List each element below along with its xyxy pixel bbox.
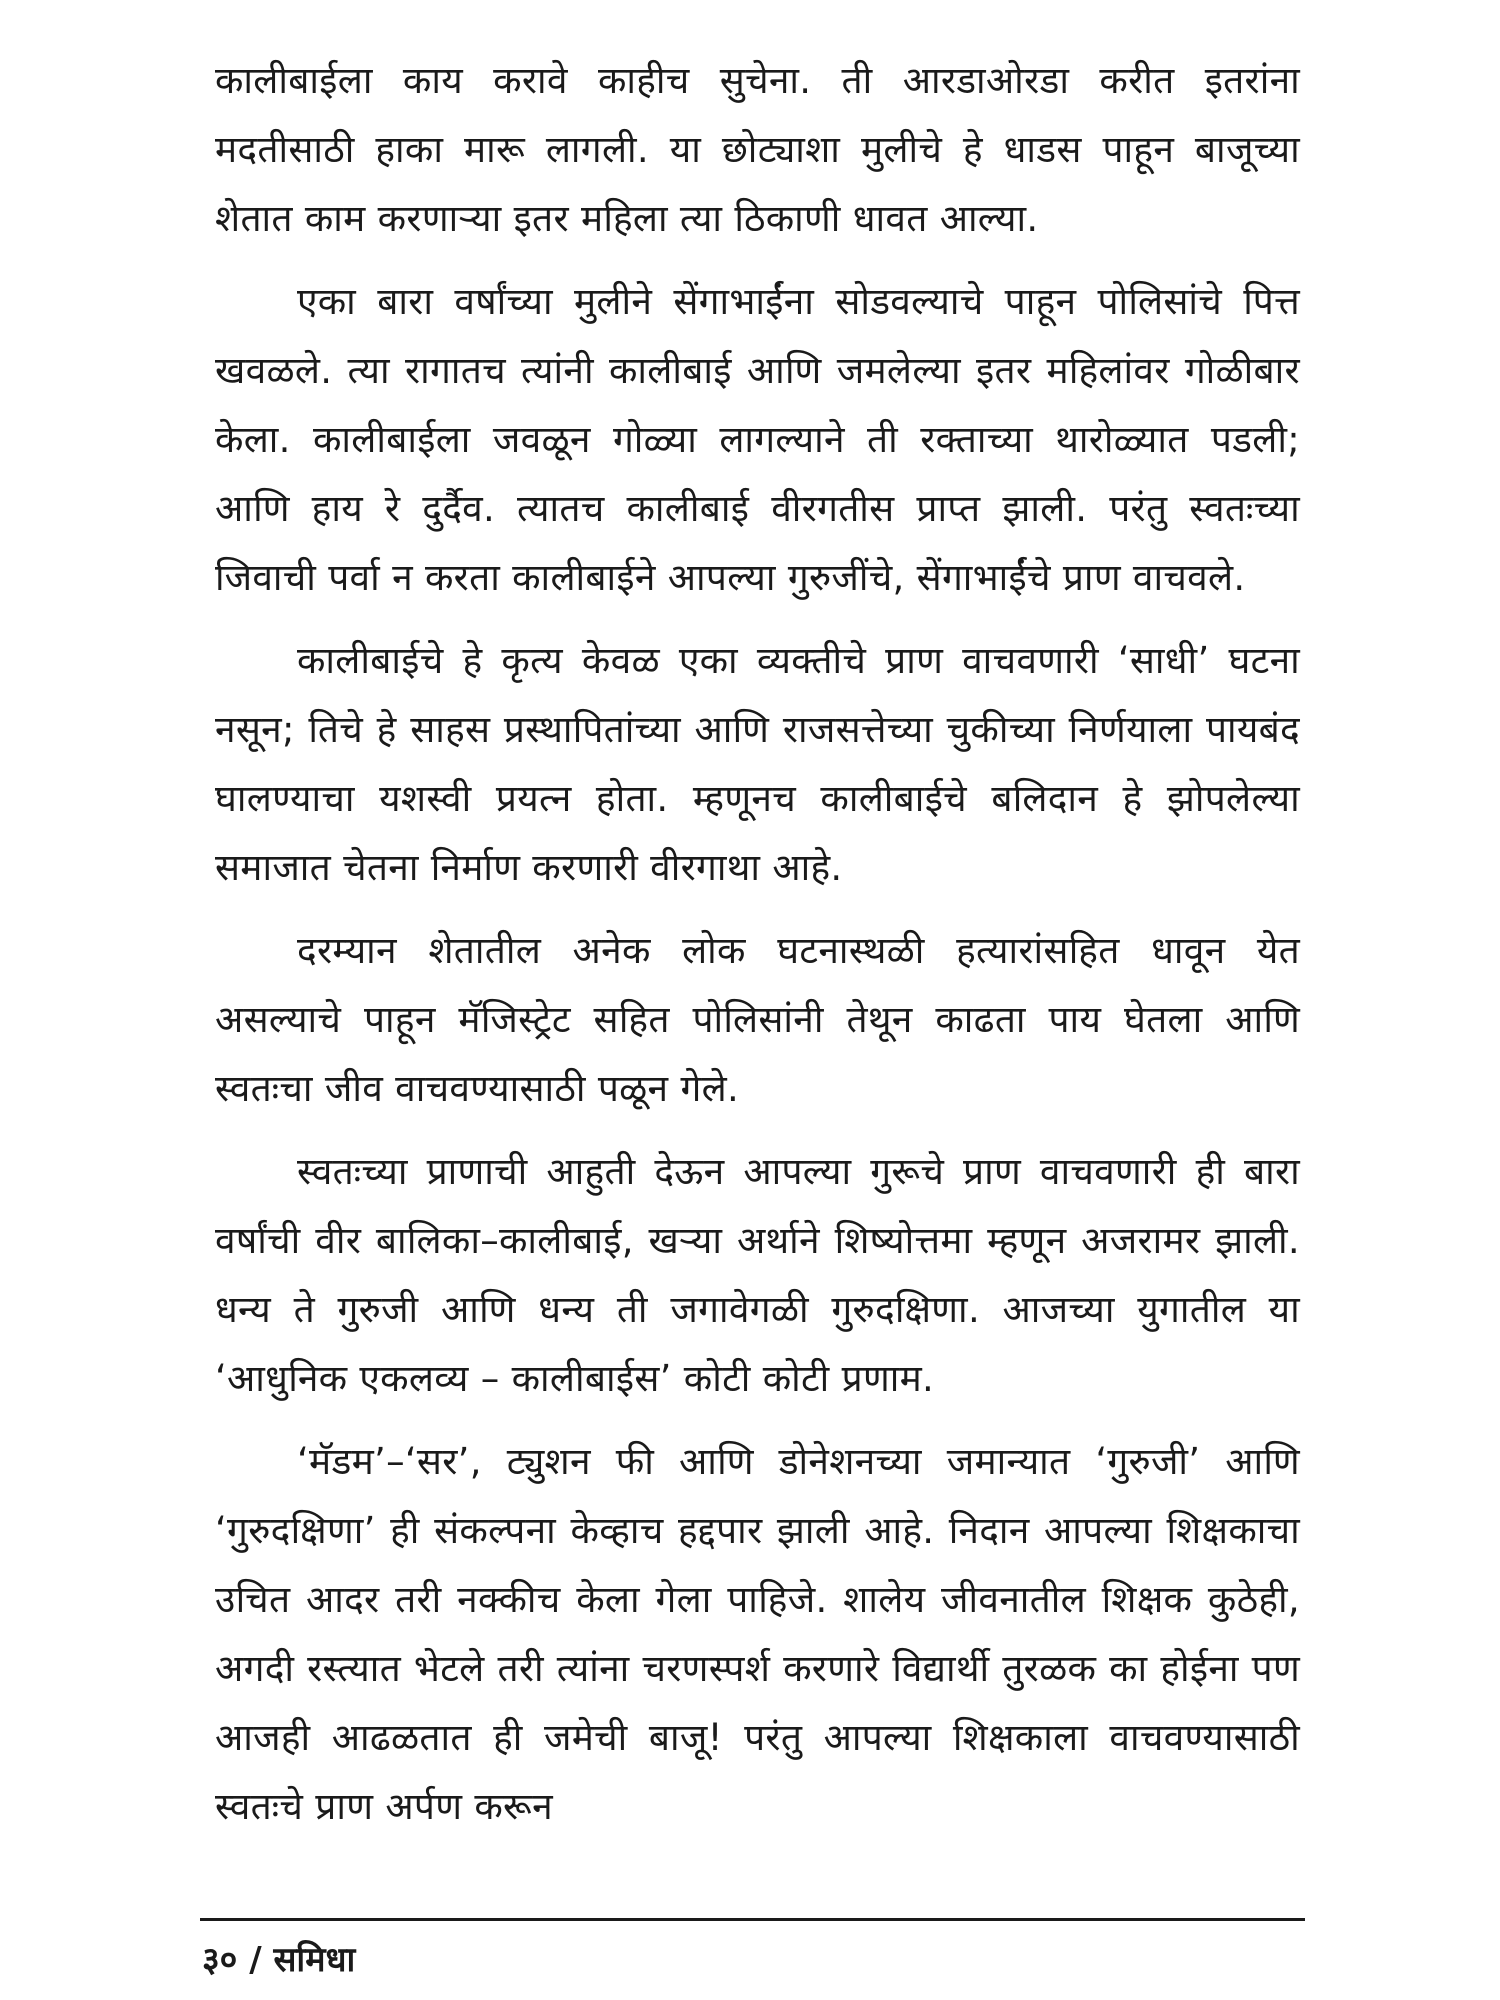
paragraph-3: कालीबाईचे हे कृत्य केवळ एका व्यक्तीचे प्राण वाचवणारी ‘साधी’ घटना नसून; तिचे हे साहस प्रस्थापितांच्या आणि राजसत्तेच्या चुकीच्या निर्णयाला पायबंद घालण्याचा यशस्वी प्रयत्न होता. म्हणूनच कालीबाईचे बलिदान हे झोपलेल्या समाजात चेतना निर्माण करणारी वीरगाथा आहे. [215, 639, 1300, 889]
body-text [215, 46, 1300, 1855]
paragraph-4: दरम्यान शेतातील अनेक लोक घटनास्थळी हत्यारांसहित धावून येत असल्याचे पाहून मॅजिस्ट्रेट सहित पोलिसांनी तेथून काढता पाय घेतला आणि स्वतःचा जीव वाचवण्यासाठी पळून गेले. [215, 929, 1300, 1110]
paragraph-1: कालीबाईला काय करावे काहीच सुचेना. ती आरडाओरडा करीत इतरांना मदतीसाठी हाका मारू लागली. या छोट्याशा मुलीचे हे धाडस पाहून बाजूच्या शेतात काम करणाऱ्या इतर महिला त्या ठिकाणी धावत आल्या. [215, 59, 1300, 240]
paragraph-2: एका बारा वर्षांच्या मुलीने सेंगाभाईंना सोडवल्याचे पाहून पोलिसांचे पित्त खवळले. त्या रागातच त्यांनी कालीबाई आणि जमलेल्या इतर महिलांवर गोळीबार केला. कालीबाईला जवळून गोळ्या लागल्याने ती रक्ताच्या थारोळ्यात पडली; आणि हाय रे दुर्दैव. त्यातच कालीबाई वीरगतीस प्राप्त झाली. परंतु स्वतःच्या जिवाची पर्वा न करता कालीबाईने आपल्या गुरुजींचे, सेंगाभाईंचे प्राण वाचवले. [215, 280, 1300, 599]
paragraph-6: ‘मॅडम’–‘सर’, ट्युशन फी आणि डोनेशनच्या जमान्यात ‘गुरुजी’ आणि ‘गुरुदक्षिणा’ ही संकल्पना केव्हाच हद्दपार झाली आहे. निदान आपल्या शिक्षकाचा उचित आदर तरी नक्कीच केला गेला पाहिजे. शालेय जीवनातील शिक्षक कुठेही, अगदी रस्त्यात भेटले तरी त्यांना चरणस्पर्श करणारे विद्यार्थी तुरळक का होईना पण आजही आढळतात ही जमेची बाजू! परंतु आपल्या शिक्षकाला वाचवण्यासाठी स्वतःचे प्राण अर्पण करून [215, 1440, 1300, 1828]
page-footer: ३० / समिधा [202, 1940, 356, 1980]
footer-divider [200, 1918, 1305, 1921]
paragraph-5: स्वतःच्या प्राणाची आहुती देऊन आपल्या गुरूचे प्राण वाचवणारी ही बारा वर्षांची वीर बालिका–कालीबाई, खऱ्या अर्थाने शिष्योत्तमा म्हणून अजरामर झाली. धन्य ते गुरुजी आणि धन्य ती जगावेगळी गुरुदक्षिणा. आजच्या युगातील या ‘आधुनिक एकलव्य – कालीबाईस’ कोटी कोटी प्रणाम. [215, 1150, 1300, 1400]
